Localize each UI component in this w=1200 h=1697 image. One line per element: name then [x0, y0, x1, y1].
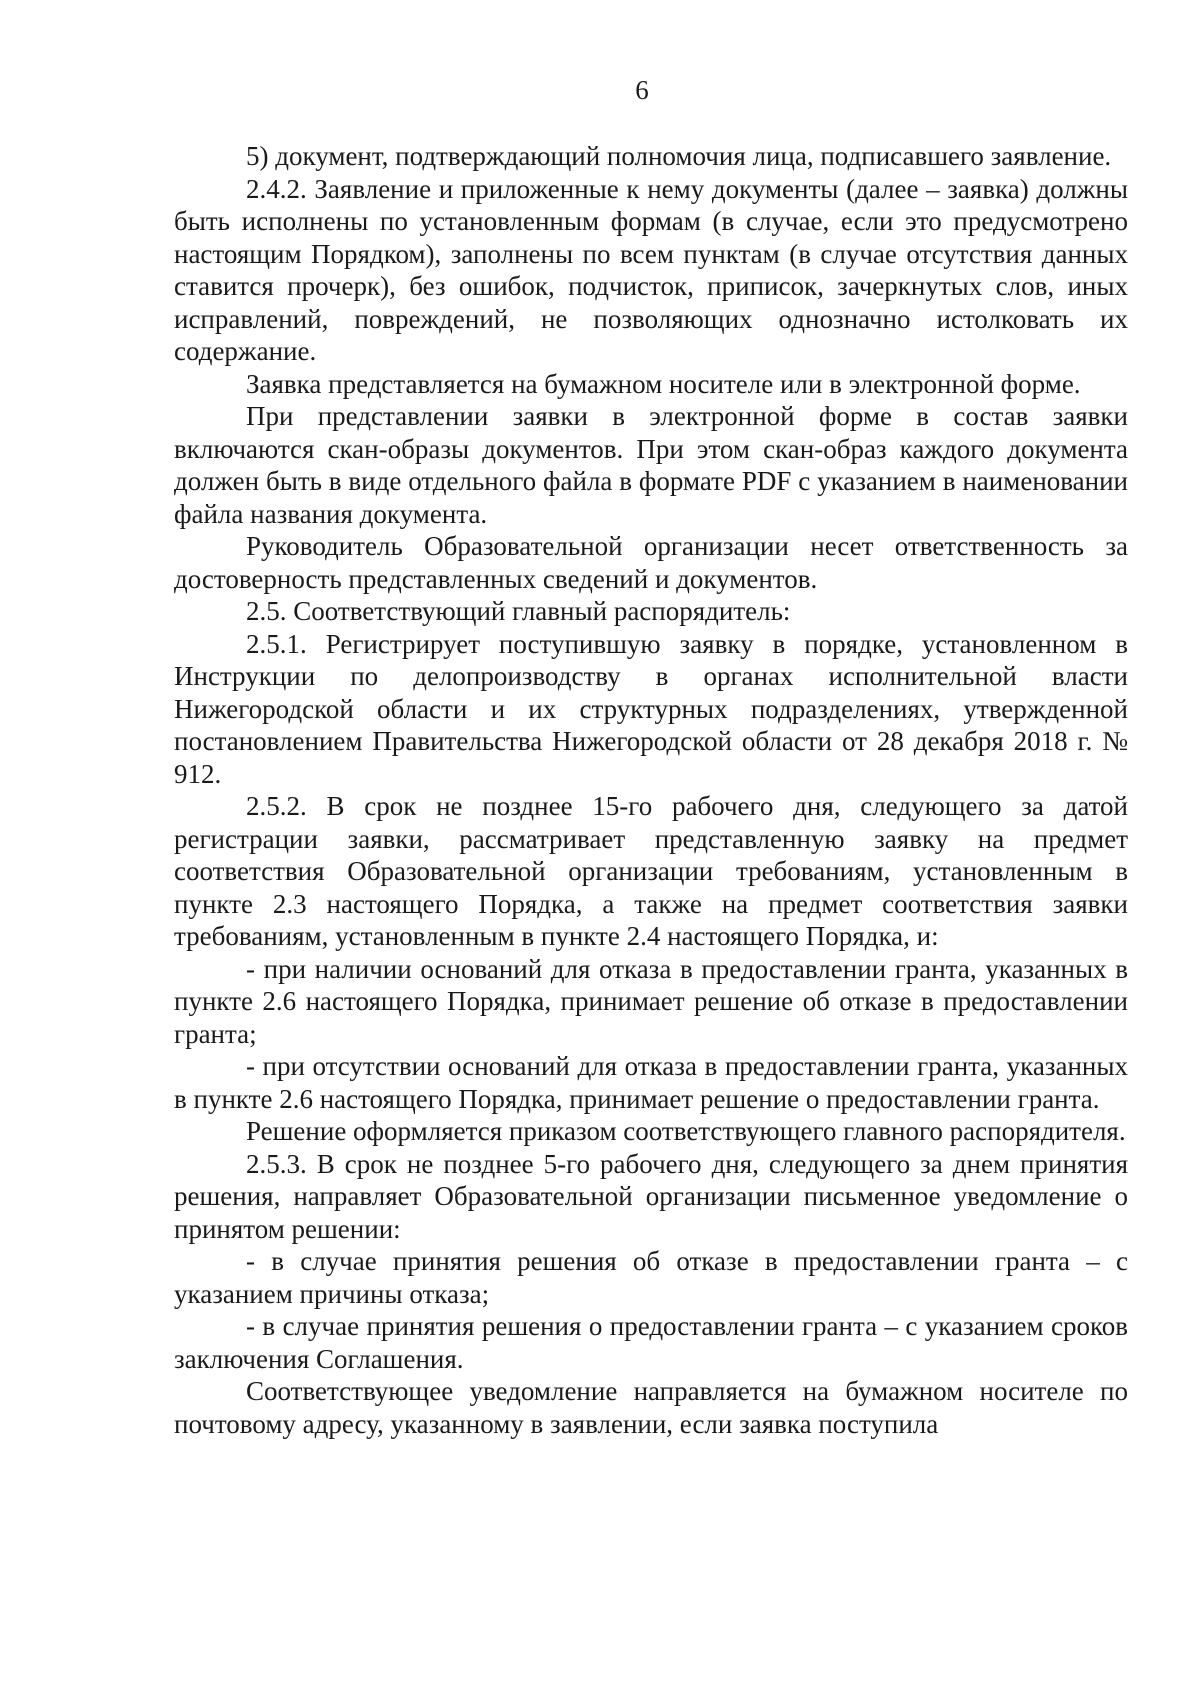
- document-body: [174, 140, 1128, 1440]
- paragraph-2-4-2: 2.4.2. Заявление и приложенные к нему документы (далее – заявка) должны быть исполнены по установленным формам (в случае, если это предусмотрено настоящим Порядком), заполнены по всем пунктам (в случае отсутствия данных ставится прочерк), без ошибок, подчисток, приписок, зачеркнутых слов, иных исправлений, повреждений, не позволяющих однозначно истолковать их содержание.: [174, 173, 1128, 366]
- paragraph-2-5-3: 2.5.3. В срок не позднее 5-го рабочего дня, следующего за днем принятия решения, направляет Образовательной организации письменное уведомление о принятом решении:: [174, 1148, 1128, 1244]
- paragraph-grant-notice: - в случае принятия решения о предоставлении гранта – с указанием сроков заключения Соглашения.: [174, 1311, 1128, 1374]
- paragraph-refusal-grounds: - при наличии оснований для отказа в предоставлении гранта, указанных в пункте 2.6 настоящего Порядка, принимает решение об отказе в предоставлении гранта;: [174, 953, 1128, 1049]
- paragraph-electronic-form: При представлении заявки в электронной форме в состав заявки включаются скан-образы документов. При этом скан-образ каждого документа должен быть в виде отдельного файла в формате PDF с указанием в наименовании файла названия документа.: [174, 401, 1128, 529]
- paragraph-no-refusal-grounds: - при отсутствии оснований для отказа в предоставлении гранта, указанных в пункте 2.6 настоящего Порядка, принимает решение о предоставлении гранта.: [174, 1051, 1128, 1114]
- paragraph-2-5-2: 2.5.2. В срок не позднее 15-го рабочего дня, следующего за датой регистрации заявки, рассматривает представленную заявку на предмет соответствия Образовательной организации требованиям, установленным в пункте 2.3 настоящего Порядка, а также на предмет соответствия заявки требованиям, установленным в пункте 2.4 настоящего Порядка, и:: [174, 791, 1128, 951]
- paragraph-decision-order: Решение оформляется приказом соответствующего главного распорядителя.: [246, 1116, 1126, 1146]
- paragraph-2-5: 2.5. Соответствующий главный распорядитель:: [246, 596, 791, 626]
- paragraph-2-5-1: 2.5.1. Регистрирует поступившую заявку в порядке, установленном в Инструкции по делопроизводству в органах исполнительной власти Нижегородской области и их структурных подразделениях, утвержденной постановлением Правительства Нижегородской области от 28 декабря 2018 г. № 912.: [174, 628, 1128, 789]
- page-number: 6: [635, 75, 649, 105]
- paragraph-notice-delivery: Соответствующее уведомление направляется на бумажном носителе по почтовому адресу, указанному в заявлении, если заявка поступила: [174, 1376, 1128, 1439]
- paragraph-refusal-notice: - в случае принятия решения об отказе в предоставлении гранта – с указанием причины отказа;: [174, 1246, 1128, 1309]
- paragraph-item-5: 5) документ, подтверждающий полномочия лица, подписавшего заявление.: [246, 141, 1112, 171]
- paragraph-submission-form: Заявка представляется на бумажном носителе или в электронной форме.: [246, 368, 1081, 399]
- paragraph-responsibility: Руководитель Образовательной организации несет ответственность за достоверность представленных сведений и документов.: [174, 531, 1128, 594]
